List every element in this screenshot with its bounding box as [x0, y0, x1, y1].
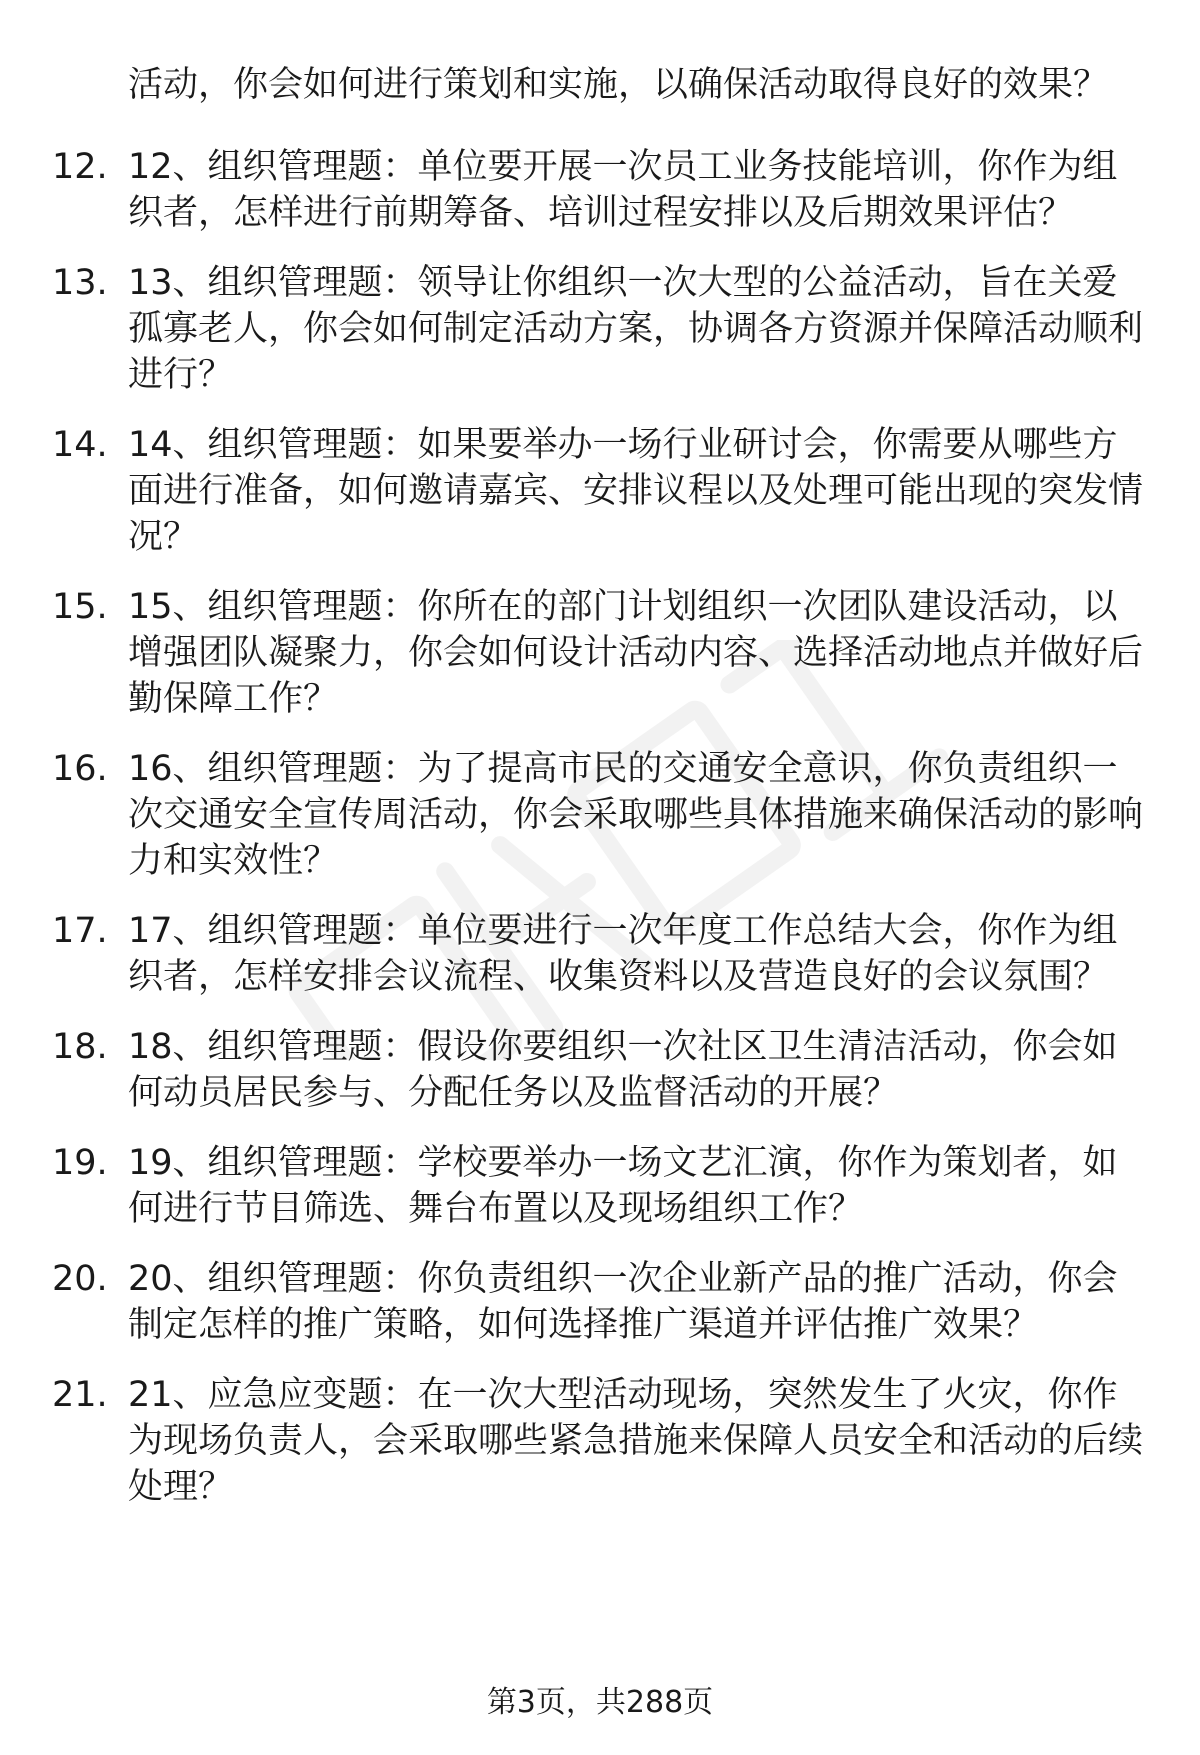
question-text: 17、组织管理题：单位要进行一次年度工作总结大会，你作为组织者，怎样安排会议流程、收集资料以及营造良好的会议氛围？	[128, 911, 1118, 997]
question-text: 18、组织管理题：假设你要组织一次社区卫生清洁活动，你会如何动员居民参与、分配任务以及监督活动的开展？	[128, 1027, 1118, 1113]
question-item	[0, 1372, 1200, 1510]
question-text: 16、组织管理题：为了提高市民的交通安全意识，你负责组织一次交通安全宣传周活动，你会采取哪些具体措施来确保活动的影响力和实效性？	[128, 749, 1144, 881]
question-number: 18.	[52, 1027, 108, 1067]
question-text: 13、组织管理题：领导让你组织一次大型的公益活动，旨在关爱孤寡老人，你会如何制定活动方案，协调各方资源并保障活动顺利进行？	[128, 263, 1144, 395]
question-text: 19、组织管理题：学校要举办一场文艺汇演，你作为策划者，如何进行节目筛选、舞台布置以及现场组织工作？	[128, 1143, 1118, 1229]
question-number: 21.	[52, 1375, 108, 1415]
question-item	[0, 1024, 1200, 1116]
page-footer: 第3页，共288页	[486, 1685, 714, 1720]
question-text: 12、组织管理题：单位要开展一次员工业务技能培训，你作为组织者，怎样进行前期筹备、培训过程安排以及后期效果评估？	[128, 147, 1118, 233]
question-item	[0, 422, 1200, 560]
question-list	[0, 144, 1200, 1534]
question-number: 16.	[52, 749, 108, 789]
question-number: 14.	[52, 425, 108, 465]
question-number: 13.	[52, 263, 108, 303]
question-number: 12.	[52, 147, 108, 187]
question-number: 15.	[52, 587, 108, 627]
question-text: 15、组织管理题：你所在的部门计划组织一次团队建设活动，以增强团队凝聚力，你会如何设计活动内容、选择活动地点并做好后勤保障工作？	[128, 587, 1144, 719]
question-item	[0, 908, 1200, 1000]
question-item	[0, 260, 1200, 398]
question-item	[0, 746, 1200, 884]
question-text: 14、组织管理题：如果要举办一场行业研讨会，你需要从哪些方面进行准备，如何邀请嘉宾、安排议程以及处理可能出现的突发情况？	[128, 425, 1144, 557]
question-item	[0, 144, 1200, 236]
question-number: 19.	[52, 1143, 108, 1183]
question-text: 20、组织管理题：你负责组织一次企业新产品的推广活动，你会制定怎样的推广策略，如何选择推广渠道并评估推广效果？	[128, 1259, 1118, 1345]
question-item	[0, 1256, 1200, 1348]
continuation-text: 活动，你会如何进行策划和实施，以确保活动取得良好的效果？	[128, 65, 1109, 105]
question-item	[0, 1140, 1200, 1232]
question-number: 20.	[52, 1259, 108, 1299]
question-number: 17.	[52, 911, 108, 951]
question-item	[0, 584, 1200, 722]
question-text: 21、应急应变题：在一次大型活动现场，突然发生了火灾，你作为现场负责人，会采取哪些紧急措施来保障人员安全和活动的后续处理？	[128, 1375, 1144, 1507]
